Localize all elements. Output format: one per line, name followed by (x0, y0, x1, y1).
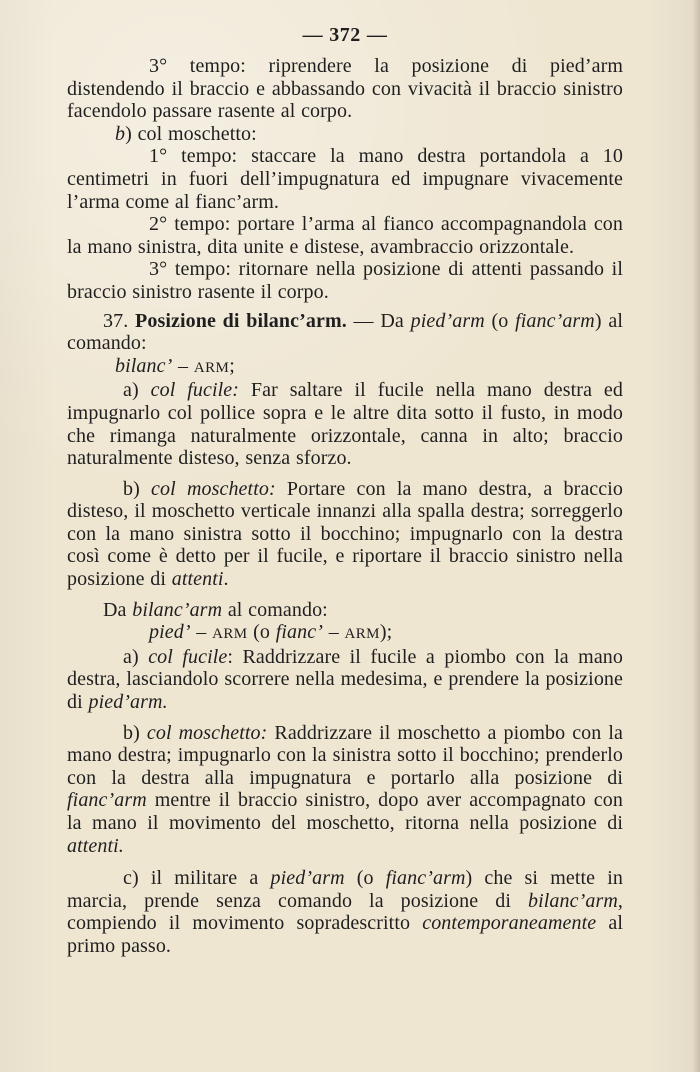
paragraph-b2-prefix: b) (123, 721, 147, 744)
section-intro-prefix: — Da (346, 309, 411, 332)
paragraph-c-mid-2: ) che si mette in marcia, prende senza comando la posizione di (67, 867, 623, 912)
paragraph-c-italic-1: pied’arm (270, 867, 345, 890)
paragraph-from-bilanc-arm (67, 599, 623, 622)
paragraph-c-mid-3: , compiendo il movimento sopradescritto (67, 889, 623, 935)
paragraph-b-with-carbine (67, 478, 623, 591)
paragraph-c-italic-3: bilanc’arm (528, 889, 618, 912)
from-italic: bilanc’arm (132, 598, 223, 621)
paragraph-c-end: al primo passo. (67, 912, 623, 957)
paragraph-third-time-carbine: 3° tempo: ritornare nella posizione di attenti passando il braccio sinistro rasente il corpo. (67, 258, 623, 303)
section-number: 37. (103, 309, 129, 332)
from-suffix: al comando: (222, 598, 328, 621)
paragraph-b-return-carbine (67, 722, 623, 858)
paragraph-c-prefix: c) il militare a (123, 867, 271, 890)
command2-mid-1: – (190, 621, 213, 644)
command-bilanc-end: ; (229, 354, 235, 377)
paragraph-first-time-carbine: 1° tempo: staccare la mano destra portandola a 10 centimetri in fuori dell’impugnatura ed impugnare vivacemente l’arma come al fianc’arm. (67, 145, 623, 213)
paragraph-with-carbine-text: ) col moschetto: (125, 122, 257, 145)
paragraph-b-prefix: b) (123, 477, 152, 500)
paragraph-a2-prefix: a) (123, 645, 149, 668)
command-pied-arm-or-fianc-arm (67, 621, 623, 646)
command2-mid-2: (o (247, 621, 276, 644)
command-bilanc-italic: bilanc’ (115, 354, 173, 377)
from-prefix: Da (103, 598, 133, 621)
command2-caps-2: ARM (344, 626, 380, 643)
page-edge-shadow (692, 0, 700, 1072)
section-intro-italic-2: fianc’arm (515, 309, 595, 332)
page-text-area (67, 21, 623, 958)
section-title: Posizione di bilanc’arm. (135, 309, 347, 332)
section-intro-italic-1: pied’arm (410, 309, 485, 332)
paragraph-c-italic-2: fianc’arm (385, 867, 466, 890)
paragraph-with-carbine-heading (67, 123, 623, 146)
command-bilanc-caps: ARM (193, 359, 230, 376)
paragraph-a-italic: col fucile: (150, 379, 240, 402)
section-intro-mid: (o (484, 309, 516, 332)
command2-caps-1: ARM (212, 626, 248, 643)
paragraph-b2-text: Raddrizzare il moschetto a piombo con la mano destra; impugnarlo con la sinistra sotto il bocchino; prenderlo con la destra alla impugnatura e portarlo alla posizione di (67, 721, 624, 789)
paragraph-b-italic: col moschetto: (151, 477, 276, 500)
paragraph-a2-italic: col fucile (148, 645, 228, 668)
paragraph-third-time-return: 3° tempo: riprendere la posizione di pied’arm distendendo il braccio e abbassando con vivacità il braccio sinistro facendolo passare rasente al corpo. (67, 55, 623, 123)
paragraph-a-prefix: a) (123, 379, 151, 402)
paragraph-second-time-carbine: 2° tempo: portare l’arma al fianco accompagnandola con la mano sinistra, dita unite e distese, avambraccio orizzontale. (67, 213, 623, 258)
paragraph-marker-b: b (115, 122, 126, 145)
paragraph-c-marching (67, 867, 623, 957)
paragraph-b2-end-italic: attenti. (67, 834, 124, 857)
paragraph-a-with-rifle (67, 379, 623, 469)
paragraph-a2-text: : Raddrizzare il fucile a piombo con la mano destra, lasciandolo scorrere nella medesima, e prendere la posizione di (67, 645, 624, 714)
paragraph-b-text: Portare con la mano destra, a braccio disteso, il moschetto verticale innanzi alla spalla destra; sorreggerlo con la mano sinistra sotto il bocchino; impugnarlo con la destra così come è detto per il fucile, e riportare il braccio sinistro nella posizione di (67, 477, 624, 591)
paragraph-c-italic-4: contemporaneamente (422, 912, 597, 935)
command2-italic-2: fianc’ (275, 621, 323, 644)
section-37-heading (67, 310, 623, 355)
paragraph-a-text: Far saltare il fucile nella mano destra ed impugnarlo col pollice sopra e le altre dita sotto il fusto, in modo che rimanga naturalmente orizzontale, canna in alto; braccio naturalmente disteso, senza sforzo. (67, 379, 624, 470)
section-intro-suffix: ) al comando: (67, 309, 623, 355)
paragraph-a2-end-italic: pied’arm. (88, 691, 168, 714)
paragraph-b2-italic: col moschetto: (146, 721, 268, 744)
command2-italic-1: pied’ (149, 621, 191, 644)
paragraph-b-end-italic: attenti (171, 568, 224, 591)
command-bilanc-arm (67, 355, 623, 380)
paragraph-c-mid-1: (o (344, 867, 386, 890)
page-number: — 372 — (302, 24, 388, 46)
paragraph-b-end: . (223, 568, 229, 591)
command2-end: ); (379, 621, 393, 644)
command-bilanc-dash: – (172, 354, 194, 377)
paragraph-b2-text-2: mentre il braccio sinistro, dopo aver accompagnato con la mano il movimento del moschetto, ritorna nella posizione di (67, 789, 623, 834)
paragraph-b2-italic-2: fianc’arm (67, 789, 147, 812)
command2-mid-3: – (323, 621, 345, 644)
paragraph-a-return-rifle (67, 646, 623, 714)
